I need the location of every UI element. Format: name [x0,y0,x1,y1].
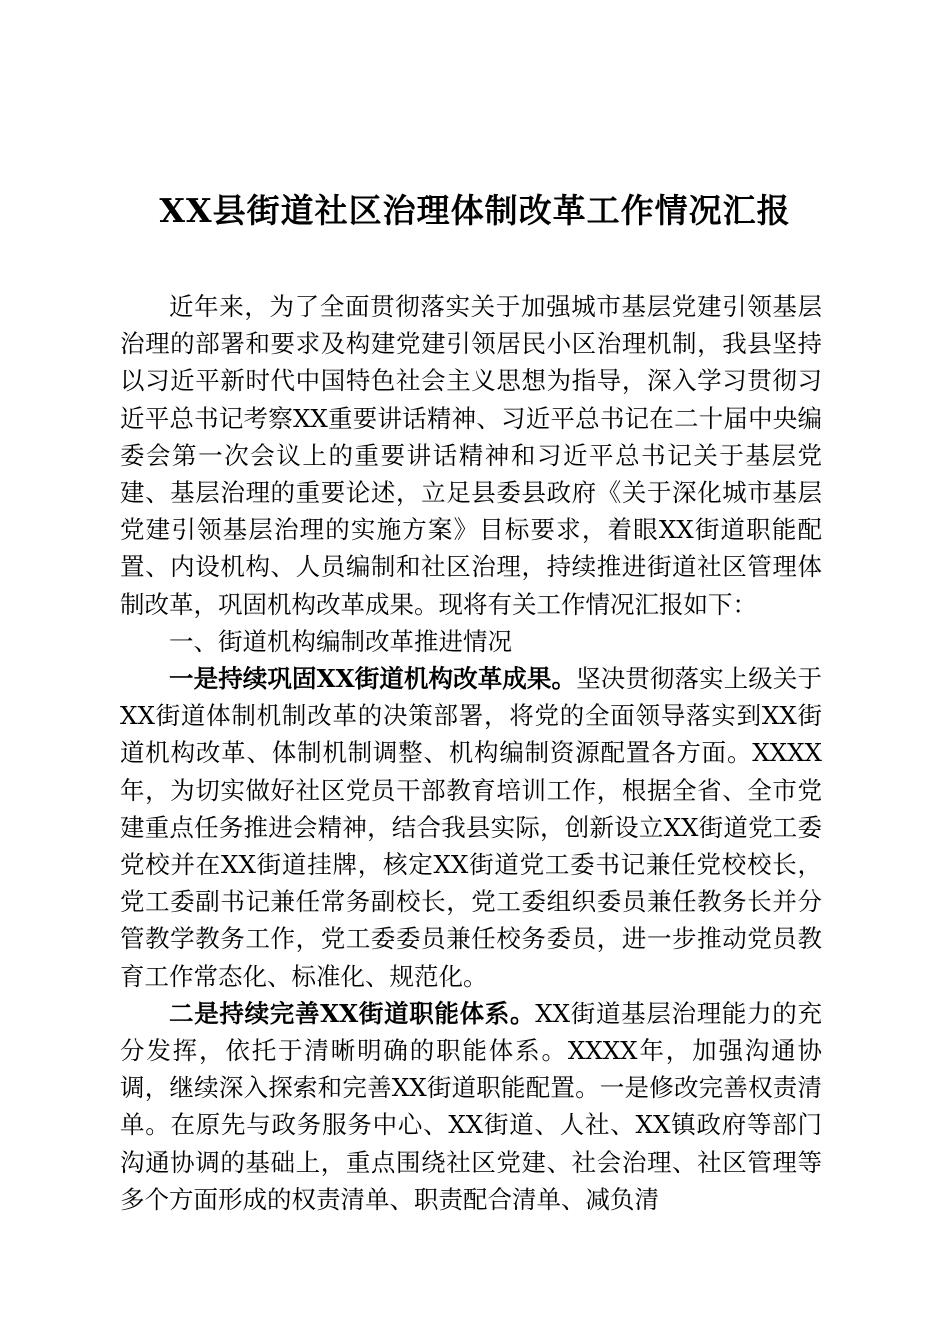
paragraph-1-lead: 一是持续巩固XX街道机构改革成果。 [169,664,577,694]
paragraph-1-text: 坚决贯彻落实上级关于XX街道体制机制改革的决策部署，将党的全面领导落实到XX街道机构改革、体制机制调整、机构编制资源配置各方面。XXXX年，为切实做好社区党员干部教育培训工作，根据全省、全市党建重点任务推进会精神，结合我县实际，创新设立XX街道党工委党校并在XX街道挂牌，核定XX街道党工委书记兼任党校校长，党工委副书记兼任常务副校长，党工委组织委员兼任教务长并分管教学教务工作，党工委委员兼任校务委员，进一步推动党员教育工作常态化、标准化、规范化。 [120,664,822,991]
paragraph-2 [120,995,822,1218]
paragraph-2-text: XX街道基层治理能力的充分发挥，依托于清晰明确的职能体系。XXXX年，加强沟通协调，继续深入探索和完善XX街道职能配置。一是修改完善权责清单。在原先与政务服务中心、XX街道、人社、XX镇政府等部门沟通协调的基础上，重点围绕社区党建、社会治理、社区管理等多个方面形成的权责清单、职责配合清单、减负清 [120,998,822,1214]
paragraph-1 [120,660,822,995]
section-heading: 一、街道机构编制改革推进情况 [169,626,512,656]
document-title: XX县街道社区治理体制改革工作情况汇报 [159,191,791,230]
document-body [120,288,822,1218]
paragraph-2-lead: 二是持续完善XX街道职能体系。 [169,998,536,1028]
intro-paragraph: 近年来，为了全面贯彻落实关于加强城市基层党建引领基层治理的部署和要求及构建党建引领居民小区治理机制，我县坚持以习近平新时代中国特色社会主义思想为指导，深入学习贯彻习近平总书记考察XX重要讲话精神、习近平总书记在二十届中央编委会第一次会议上的重要讲话精神和习近平总书记关于基层党建、基层治理的重要论述，立足县委县政府《关于深化城市基层党建引领基层治理的实施方案》目标要求，着眼XX街道职能配置、内设机构、人员编制和社区治理，持续推进街道社区管理体制改革，巩固机构改革成果。现将有关工作情况汇报如下： [120,292,822,619]
